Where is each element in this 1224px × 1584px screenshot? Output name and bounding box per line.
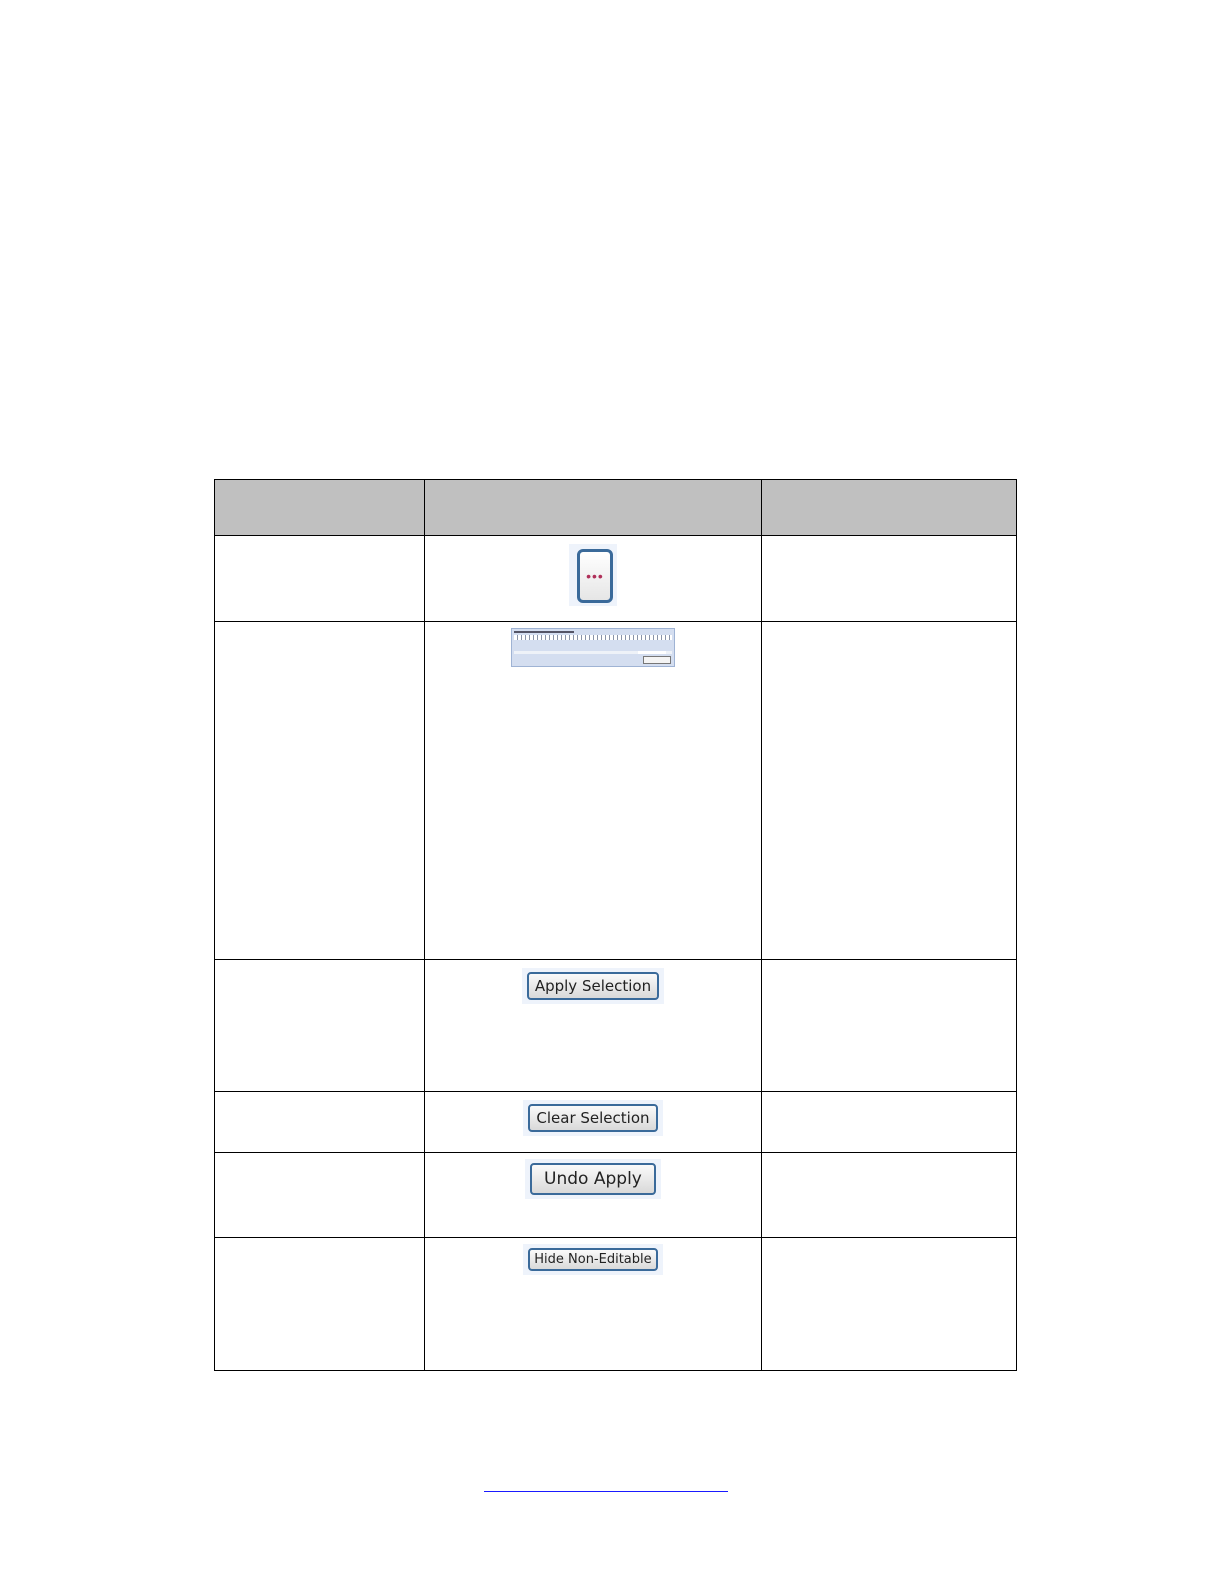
cell-description <box>761 536 1016 622</box>
hide-non-editable-button[interactable]: Hide Non-Editable <box>528 1248 657 1271</box>
grid-preview-image <box>511 628 675 667</box>
cell-description <box>761 622 1016 960</box>
footer-link-underline <box>484 1491 728 1492</box>
cell-description <box>761 1238 1016 1371</box>
cell-image <box>425 1238 761 1371</box>
cell-name <box>215 622 425 960</box>
cell-image <box>425 1092 761 1153</box>
cell-image <box>425 622 761 960</box>
table-row <box>215 622 1017 960</box>
cell-description <box>761 1153 1016 1238</box>
cell-description <box>761 1092 1016 1153</box>
cell-name <box>215 1238 425 1371</box>
clear-selection-button[interactable]: Clear Selection <box>528 1104 657 1132</box>
table-row <box>215 1153 1017 1238</box>
table-row <box>215 1092 1017 1153</box>
table-row <box>215 536 1017 622</box>
cell-name <box>215 1153 425 1238</box>
apply-selection-button[interactable]: Apply Selection <box>527 972 659 1000</box>
table-header-row <box>215 480 1017 536</box>
header-cell-2 <box>425 480 761 536</box>
cell-name <box>215 1092 425 1153</box>
cell-image <box>425 536 761 622</box>
parameter-table <box>214 479 1017 1371</box>
table-row <box>215 1238 1017 1371</box>
cell-description <box>761 960 1016 1092</box>
undo-apply-button[interactable]: Undo Apply <box>530 1163 656 1195</box>
dots-icon: ••• <box>577 549 613 603</box>
cell-name <box>215 536 425 622</box>
header-cell-1 <box>215 480 425 536</box>
cell-name <box>215 960 425 1092</box>
table-row <box>215 960 1017 1092</box>
ellipsis-button-icon[interactable] <box>569 544 617 606</box>
header-cell-3 <box>761 480 1016 536</box>
cell-image <box>425 1153 761 1238</box>
cell-image <box>425 960 761 1092</box>
